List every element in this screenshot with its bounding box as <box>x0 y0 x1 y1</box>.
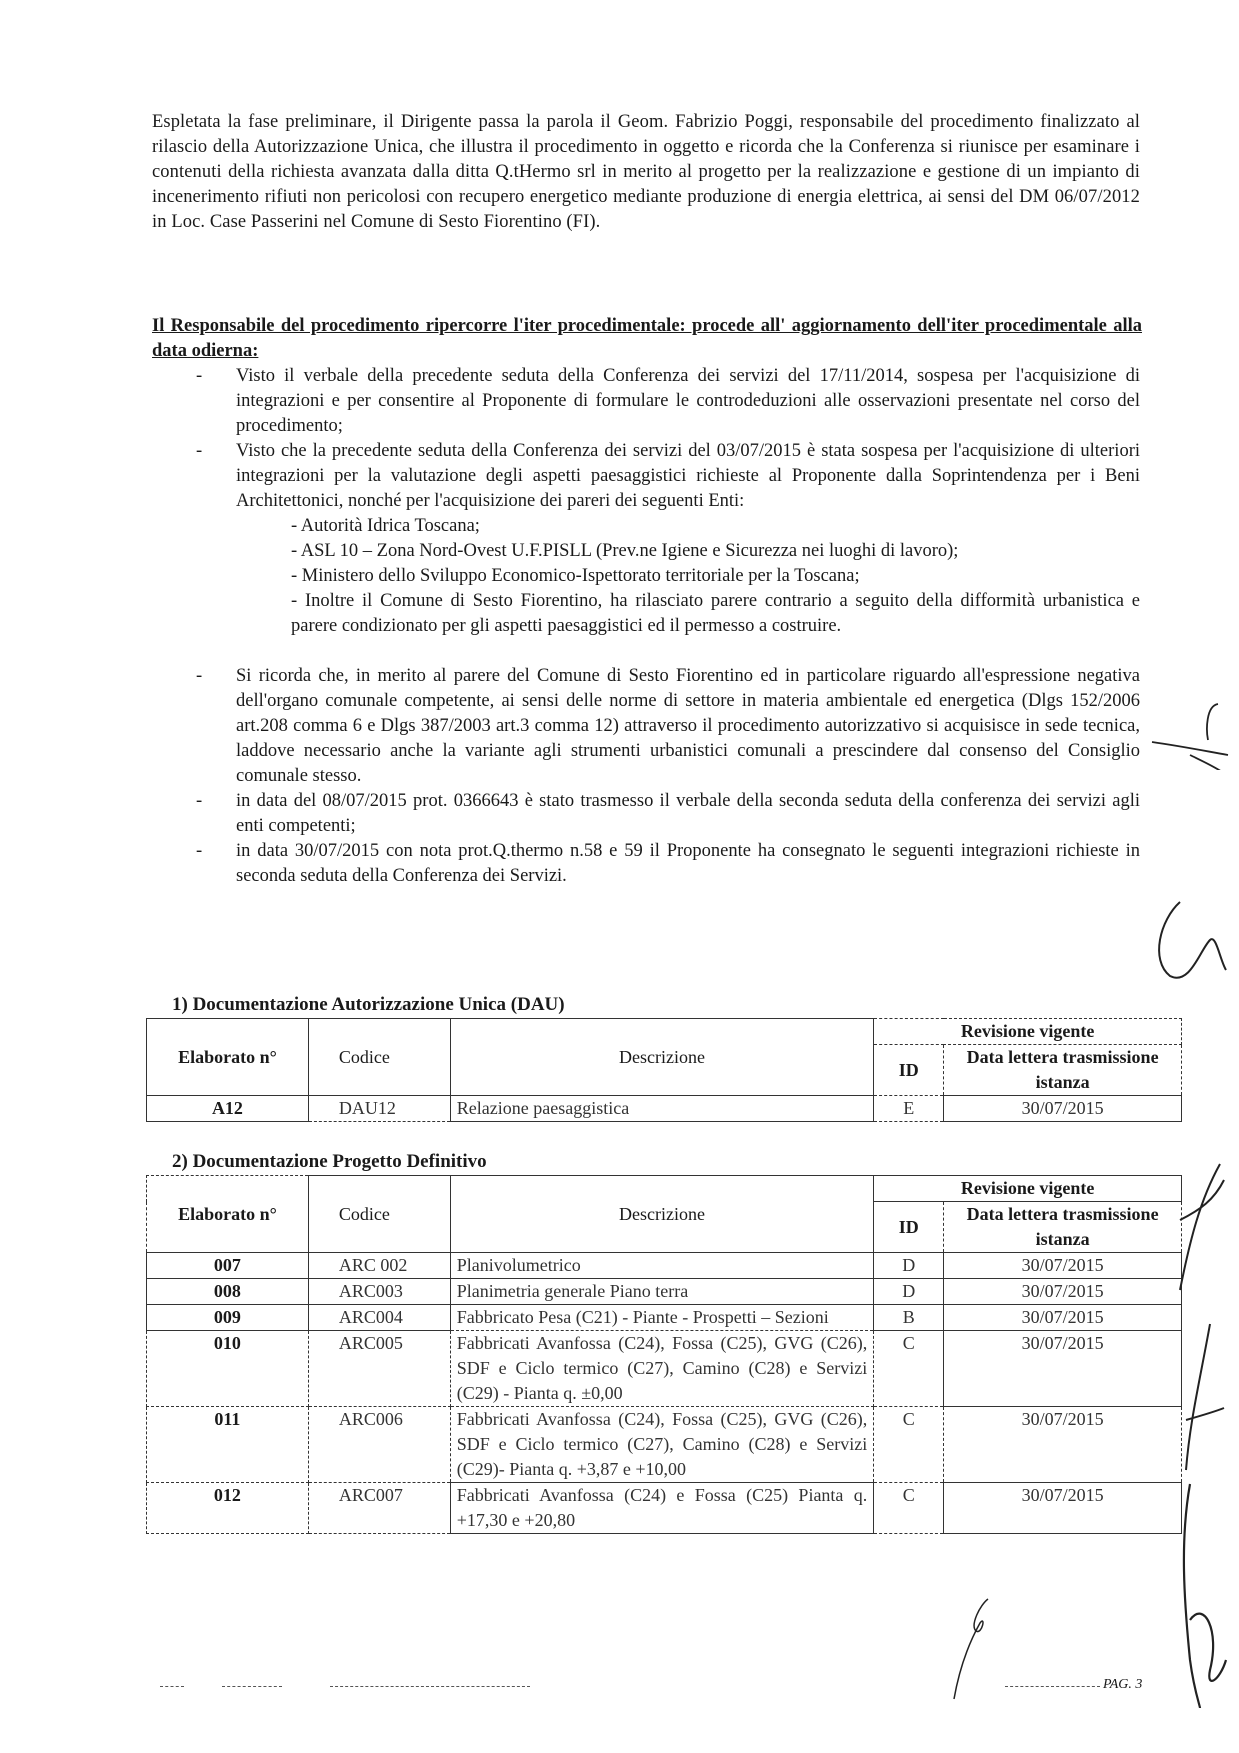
table-row <box>147 1253 1182 1279</box>
cell-elaborato: 010 <box>147 1331 309 1407</box>
header-id: ID <box>874 1202 944 1253</box>
sub-bullet-item: - Ministero dello Sviluppo Economico-Ispettorato territoriale per la Toscana; <box>291 566 860 586</box>
cell-descrizione: Fabbricati Avanfossa (C24), Fossa (C25), GVG (C26), SDF e Ciclo termico (C27), Camino (C28) e Servizi (C29)- Pianta q. +3,87 e +10,00 <box>450 1407 873 1483</box>
bullet-text: Visto che la precedente seduta della Conferenza dei servizi del 03/07/2015 è stata sospesa per l'acquisizione di ulteriori integrazioni per la valutazione degli aspetti paesaggistici richieste al Proponente dalla Soprintendenza per i Beni Architettonici, nonché per l'acquisizione dei pareri dei seguenti Enti: <box>236 441 1140 511</box>
bullet-item <box>152 839 1140 889</box>
cell-id: C <box>874 1483 944 1534</box>
cell-codice: ARC007 <box>308 1483 450 1534</box>
cell-elaborato: A12 <box>147 1096 309 1122</box>
header-revisione: Revisione vigente <box>874 1176 1182 1202</box>
cell-elaborato: 012 <box>147 1483 309 1534</box>
header-id: ID <box>874 1045 944 1096</box>
cell-descrizione: Planimetria generale Piano terra <box>450 1279 873 1305</box>
cell-codice: DAU12 <box>308 1096 450 1122</box>
margin-signature-icon <box>1140 900 1230 990</box>
cell-data: 30/07/2015 <box>944 1096 1182 1122</box>
cell-elaborato: 011 <box>147 1407 309 1483</box>
bullet-text: Visto il verbale della precedente seduta della Conferenza dei servizi del 17/11/2014, sospesa per l'acquisizione di integrazioni e per consentire al Proponente di formulare le controdeduzioni alle osservazioni presentate nel corso del procedimento; <box>236 366 1140 436</box>
margin-signature-icon <box>1150 700 1230 770</box>
table-row <box>147 1483 1182 1534</box>
margin-signature-icon <box>1170 1480 1230 1710</box>
footer-rule <box>1005 1686 1100 1687</box>
sub-bullet-item: - ASL 10 – Zona Nord-Ovest U.F.PISLL (Prev.ne Igiene e Sicurezza nei luoghi di lavoro); <box>291 541 959 561</box>
cell-data: 30/07/2015 <box>944 1483 1182 1534</box>
margin-signature-icon <box>1180 1320 1230 1480</box>
iter-bullet-list <box>152 364 1140 889</box>
cell-descrizione: Fabbricato Pesa (C21) - Piante - Prospetti – Sezioni <box>450 1305 873 1331</box>
cell-codice: ARC005 <box>308 1331 450 1407</box>
header-codice: Codice <box>308 1176 450 1253</box>
cell-id: D <box>874 1279 944 1305</box>
table-2-title: 2) Documentazione Progetto Definitivo <box>172 1151 487 1172</box>
bullet-item <box>152 439 1140 664</box>
header-elaborato: Elaborato n° <box>147 1019 309 1096</box>
cell-elaborato: 007 <box>147 1253 309 1279</box>
sub-bullet-item: - Inoltre il Comune di Sesto Fiorentino, ha rilasciato parere contrario a seguito della difformità urbanistica e parere condizionato per gli aspetti paesaggistici ed il permesso a costruire. <box>291 591 1140 636</box>
cell-elaborato: 008 <box>147 1279 309 1305</box>
table-row <box>147 1279 1182 1305</box>
intro-paragraph: Espletata la fase preliminare, il Dirigente passa la parola il Geom. Fabrizio Poggi, responsabile del procedimento finalizzato al rilascio della Autorizzazione Unica, che illustra il procedimento in oggetto e ricorda che la Conferenza si riunisce per esaminare i contenuti della richiesta avanzata dalla ditta Q.tHermo srl in merito al progetto per la realizzazione e gestione di un impianto di incenerimento rifiuti non pericolosi con recupero energetico mediante produzione di energia elettrica, ai sensi del DM 06/07/2012 in Loc. Case Passerini nel Comune di Sesto Fiorentino (FI). <box>152 112 1140 232</box>
cell-descrizione: Planivolumetrico <box>450 1253 873 1279</box>
cell-id: C <box>874 1407 944 1483</box>
cell-elaborato: 009 <box>147 1305 309 1331</box>
cell-data: 30/07/2015 <box>944 1331 1182 1407</box>
bullet-text: in data del 08/07/2015 prot. 0366643 è stato trasmesso il verbale della seconda seduta della conferenza dei servizi agli enti competenti; <box>236 791 1140 836</box>
signature-icon <box>940 1595 1000 1705</box>
bullet-item <box>152 664 1140 789</box>
bullet-item <box>152 364 1140 439</box>
header-data: Data lettera trasmissione istanza <box>944 1045 1182 1096</box>
footer-rule <box>330 1686 530 1687</box>
bullet-text: Si ricorda che, in merito al parere del Comune di Sesto Fiorentino ed in particolare riguardo all'espressione negativa dell'organo comunale competente, ai sensi delle norme di settore in materia ambientale ed energetica (Dlgs 152/2006 art.208 comma 6 e Dlgs 387/2003 art.3 comma 12) attraverso il procedimento autorizzativo si acquisisce in sede tecnica, laddove necessario anche la variante agli strumenti urbanistici comunali a prescindere dal consenso del Consiglio comunale stesso. <box>236 666 1140 786</box>
cell-descrizione: Fabbricati Avanfossa (C24), Fossa (C25), GVG (C26), SDF e Ciclo termico (C27), Camino (C28) e Servizi (C29) - Pianta q. ±0,00 <box>450 1331 873 1407</box>
table-row <box>147 1407 1182 1483</box>
cell-codice: ARC006 <box>308 1407 450 1483</box>
table-row <box>147 1305 1182 1331</box>
cell-id: C <box>874 1331 944 1407</box>
cell-id: E <box>874 1096 944 1122</box>
cell-data: 30/07/2015 <box>944 1279 1182 1305</box>
cell-codice: ARC004 <box>308 1305 450 1331</box>
cell-descrizione: Fabbricati Avanfossa (C24) e Fossa (C25) Pianta q. +17,30 e +20,80 <box>450 1483 873 1534</box>
bullet-text: in data 30/07/2015 con nota prot.Q.thermo n.58 e 59 il Proponente ha consegnato le seguenti integrazioni richieste in seconda seduta della Conferenza dei Servizi. <box>236 841 1140 886</box>
cell-data: 30/07/2015 <box>944 1253 1182 1279</box>
entities-sublist <box>236 514 1140 639</box>
section-heading: Il Responsabile del procedimento ripercorre l'iter procedimentale: procede all' aggiornamento dell'iter procedimentale alla data odierna: <box>152 316 1142 361</box>
header-elaborato: Elaborato n° <box>147 1176 309 1253</box>
sub-bullet-item: - Autorità Idrica Toscana; <box>291 516 480 536</box>
header-codice: Codice <box>308 1019 450 1096</box>
footer-rule <box>222 1686 282 1687</box>
header-descrizione: Descrizione <box>450 1176 873 1253</box>
margin-signature-icon <box>1170 1160 1230 1300</box>
header-revisione: Revisione vigente <box>874 1019 1182 1045</box>
cell-id: D <box>874 1253 944 1279</box>
footer-rule <box>160 1686 184 1687</box>
dau-table <box>146 1018 1182 1122</box>
cell-codice: ARC 002 <box>308 1253 450 1279</box>
page-number: PAG. 3 <box>1103 1677 1143 1692</box>
table-1-title: 1) Documentazione Autorizzazione Unica (DAU) <box>172 994 565 1015</box>
progetto-definitivo-table <box>146 1175 1182 1534</box>
cell-codice: ARC003 <box>308 1279 450 1305</box>
cell-data: 30/07/2015 <box>944 1407 1182 1483</box>
cell-id: B <box>874 1305 944 1331</box>
bullet-item <box>152 789 1140 839</box>
cell-data: 30/07/2015 <box>944 1305 1182 1331</box>
table-row <box>147 1331 1182 1407</box>
header-descrizione: Descrizione <box>450 1019 873 1096</box>
cell-descrizione: Relazione paesaggistica <box>450 1096 873 1122</box>
table-row <box>147 1096 1182 1122</box>
header-data: Data lettera trasmissione istanza <box>944 1202 1182 1253</box>
